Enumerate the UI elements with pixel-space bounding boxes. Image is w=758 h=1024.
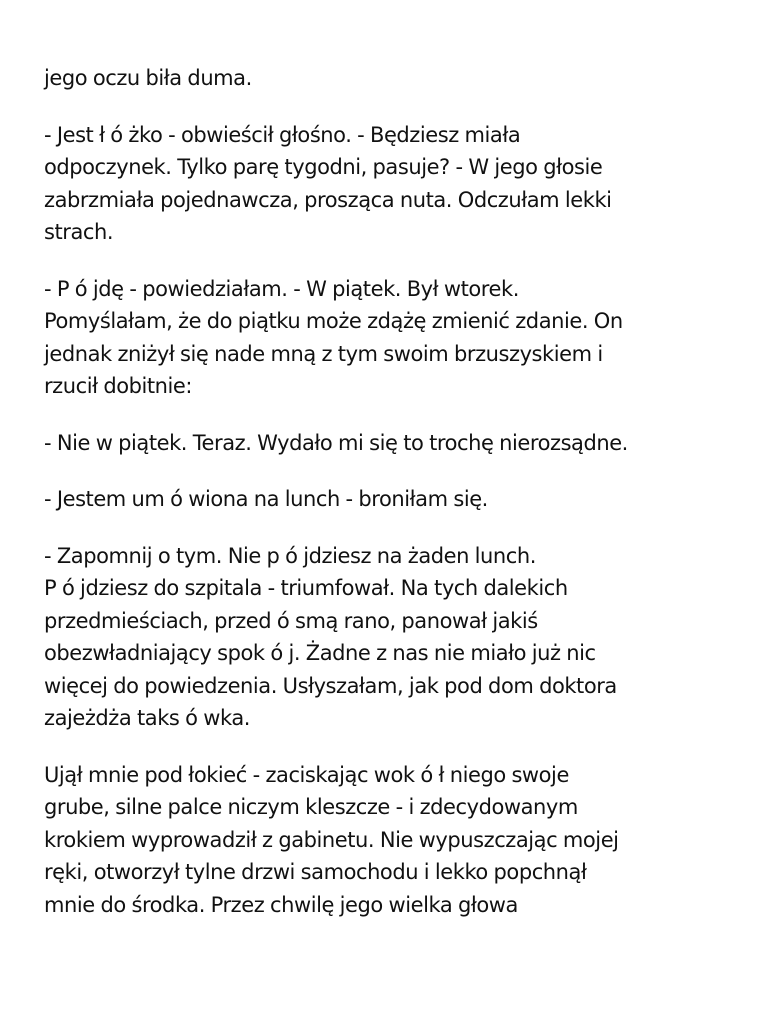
text-line: mnie do środka. Przez chwilę jego wielka głowa [44,892,518,917]
paragraph-1 [44,62,724,95]
paragraph-2 [44,119,724,249]
text-line: - P ó jdę - powiedziałam. - W piątek. Był wtorek. [44,276,519,301]
text-line: jednak zniżył się nade mną z tym swoim brzuszyskiem i [44,341,603,366]
text-line: strach. [44,220,114,244]
text-line: obezwładniający spok ó j. Żadne z nas nie miało już nic [44,641,596,665]
paragraph-5 [44,483,724,516]
text-line: - Jestem um ó wiona na lunch - broniłam się. [44,487,488,511]
paragraph-4 [44,427,724,460]
text-line: odpoczynek. Tylko parę tygodni, pasuje? - W jego głosie [44,155,603,179]
text-line: zabrzmiała pojednawcza, prosząca nuta. Odczułam lekki [44,187,612,212]
text-line: jego oczu biła duma. [44,66,252,90]
text-line: krokiem wyprowadził z gabinetu. Nie wypuszczając mojej [44,827,619,852]
text-line: grube, silne palce niczym kleszcze - i zdecydowanym [44,795,578,819]
text-line: Pomyślałam, że do piątku może zdążę zmienić zdanie. On [44,309,623,333]
text-line: rzucił dobitnie: [44,374,193,398]
text-line: - Jest ł ó żko - obwieścił głośno. - Będziesz miała [44,122,521,147]
text-line: przedmieściach, przed ó smą rano, panował jakiś [44,608,538,633]
document-page [44,62,724,945]
text-line: - Nie w piątek. Teraz. Wydało mi się to trochę nierozsądne. [44,430,628,455]
text-line: - Zapomnij o tym. Nie p ó jdziesz na żaden lunch. [44,543,536,568]
paragraph-3 [44,273,724,403]
text-line: ręki, otworzył tylne drzwi samochodu i lekko popchnął [44,860,587,884]
text-line: zajeżdża taks ó wka. [44,706,250,730]
text-line: Ujął mnie pod łokieć - zaciskając wok ó ł niego swoje [44,762,569,787]
paragraph-7 [44,759,724,922]
paragraph-6 [44,540,724,735]
text-line: więcej do powiedzenia. Usłyszałam, jak pod dom doktora [44,673,617,698]
text-line: P ó jdziesz do szpitala - triumfował. Na tych dalekich [44,576,568,600]
